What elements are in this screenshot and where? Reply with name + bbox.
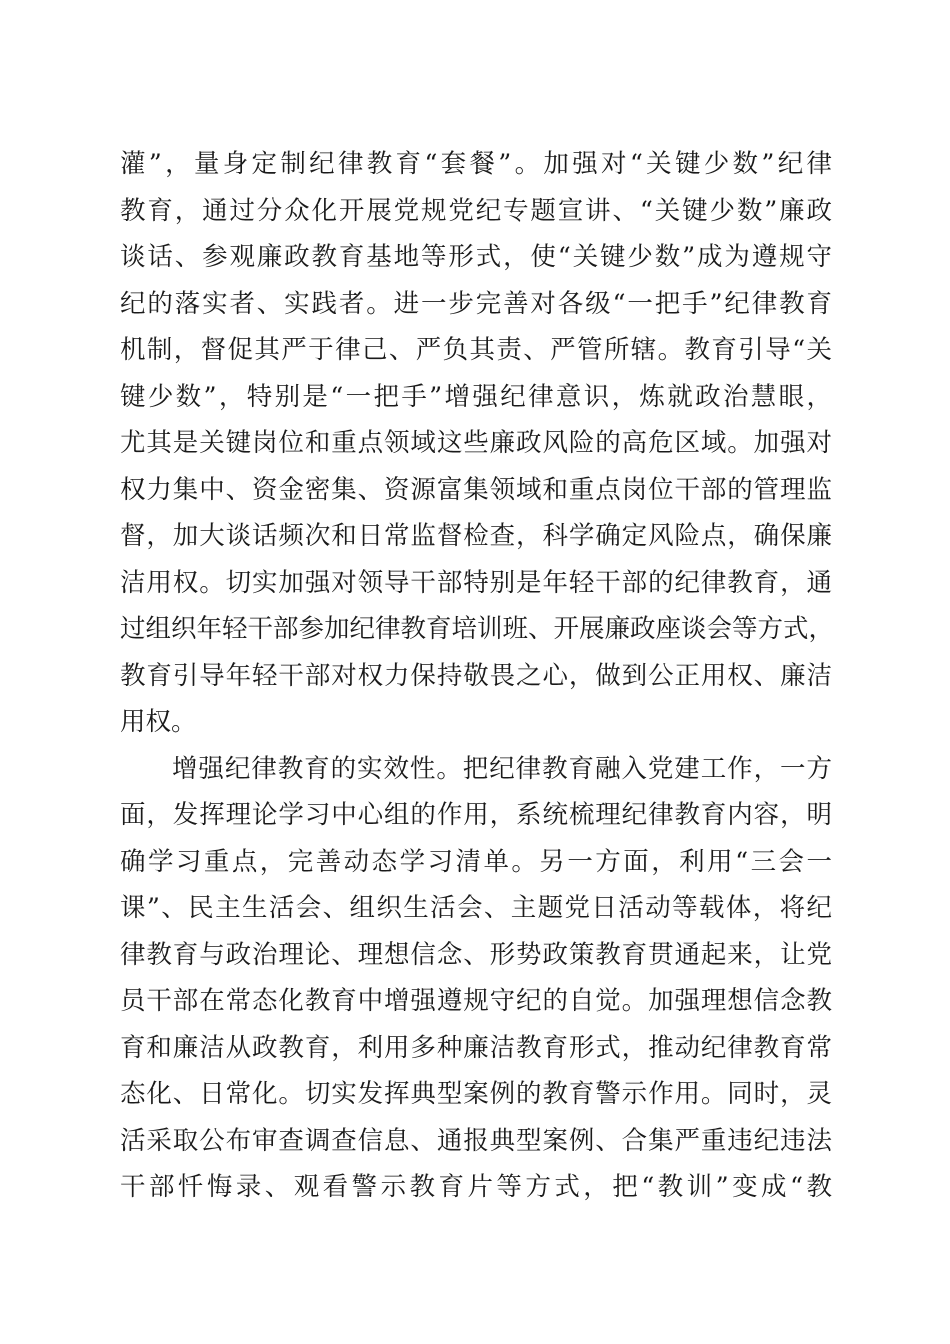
paragraph-line: 尤其是关键岗位和重点领域这些廉政风险的高危区域。加强对 bbox=[120, 428, 832, 458]
paragraph-line: 确学习重点，完善动态学习清单。另一方面，利用“三会一 bbox=[120, 846, 832, 877]
paragraph-1 bbox=[120, 141, 835, 746]
paragraph-line: 用权。 bbox=[120, 707, 197, 737]
paragraph-line: 纪的落实者、实践者。进一步完善对各级“一把手”纪律教育 bbox=[120, 288, 832, 319]
paragraph-line: 灌”，量身定制纪律教育“套餐”。加强对“关键少数”纪律 bbox=[120, 149, 832, 179]
paragraph-line: 权力集中、资金密集、资源富集领域和重点岗位干部的管理监 bbox=[120, 474, 832, 505]
paragraph-line: 活采取公布审查调查信息、通报典型案例、合集严重违纪违法 bbox=[120, 1125, 832, 1156]
paragraph-line: 洁用权。切实加强对领导干部特别是年轻干部的纪律教育，通 bbox=[120, 567, 832, 598]
paragraph-line: 面，发挥理论学习中心组的作用，系统梳理纪律教育内容，明 bbox=[120, 800, 832, 830]
paragraph-line: 谈话、参观廉政教育基地等形式，使“关键少数”成为遵规守 bbox=[120, 242, 832, 272]
paragraph-line: 教育引导年轻干部对权力保持敬畏之心，做到公正用权、廉洁 bbox=[120, 660, 832, 691]
paragraph-line: 机制，督促其严于律己、严负其责、严管所辖。教育引导“关 bbox=[120, 335, 832, 365]
paragraph-line: 律教育与政治理论、理想信念、形势政策教育贯通起来，让党 bbox=[120, 939, 832, 970]
paragraph-line: 键少数”，特别是“一把手”增强纪律意识，炼就政治慧眼， bbox=[120, 381, 832, 412]
paragraph-line: 督，加大谈话频次和日常监督检查，科学确定风险点，确保廉 bbox=[120, 521, 832, 551]
document-body bbox=[120, 141, 835, 1211]
paragraph-line: 课”、民主生活会、组织生活会、主题党日活动等载体，将纪 bbox=[120, 893, 832, 923]
paragraph-line: 态化、日常化。切实发挥典型案例的教育警示作用。同时，灵 bbox=[120, 1079, 832, 1109]
paragraph-line: 过组织年轻干部参加纪律教育培训班、开展廉政座谈会等方式， bbox=[120, 614, 835, 644]
paragraph-line: 干部忏悔录、观看警示教育片等方式，把“教训”变成“教 bbox=[120, 1172, 832, 1202]
paragraph-2 bbox=[120, 746, 832, 1211]
paragraph-line: 育和廉洁从政教育，利用多种廉洁教育形式，推动纪律教育常 bbox=[120, 1032, 832, 1063]
paragraph-line: 增强纪律教育的实效性。把纪律教育融入党建工作，一方 bbox=[172, 753, 832, 784]
paragraph-line: 教育，通过分众化开展党规党纪专题宣讲、“关键少数”廉政 bbox=[120, 195, 832, 226]
paragraph-line: 员干部在常态化教育中增强遵规守纪的自觉。加强理想信念教 bbox=[120, 986, 832, 1016]
